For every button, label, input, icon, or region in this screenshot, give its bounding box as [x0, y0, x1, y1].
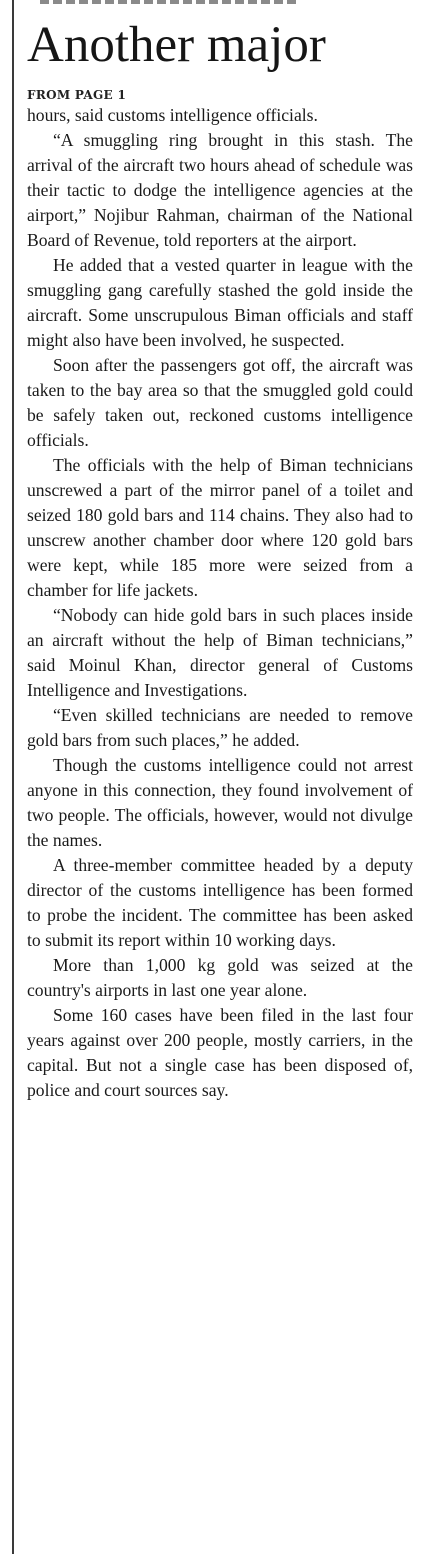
body-paragraph-7: “Even skilled technicians are needed to remove gold bars from such places,” he added. [27, 705, 413, 750]
body-paragraph-8: Though the customs intelligence could not arrest anyone in this connection, they found involvement of two people. The officials, however, would not divulge the names. [27, 755, 413, 850]
body-paragraph-6: “Nobody can hide gold bars in such places inside an aircraft without the help of Biman technicians,” said Moinul Khan, director general of Customs Intelligence and Investigations. [27, 605, 413, 700]
article-column [27, 0, 413, 1103]
body-paragraph-5: The officials with the help of Biman technicians unscrewed a part of the mirror panel of a toilet and seized 180 gold bars and 114 chains. They also had to unscrew another chamber door where 120 gold bars were kept, while 185 more were seized from a chamber for life jackets. [27, 455, 413, 600]
body-paragraph-2: “A smuggling ring brought in this stash. The arrival of the aircraft two hours ahead of schedule was their tactic to dodge the intelligence agencies at the airport,” Nojibur Rahman, chairman of the National Board of Revenue, told reporters at the airport. [27, 130, 413, 250]
article-headline: Another major [27, 17, 326, 73]
article-body [27, 103, 413, 1103]
column-divider-rule [12, 0, 14, 1554]
body-paragraph-4: Soon after the passengers got off, the aircraft was taken to the bay area so that the smuggled gold could be safely taken out, reckoned customs intelligence officials. [27, 355, 413, 450]
body-paragraph-9: A three-member committee headed by a deputy director of the customs intelligence has been formed to probe the incident. The committee has been asked to submit its report within 10 working days. [27, 855, 413, 950]
jump-label: FROM PAGE 1 [27, 88, 127, 102]
body-paragraph-1: hours, said customs intelligence officials. [27, 105, 318, 125]
body-paragraph-10: More than 1,000 kg gold was seized at the country's airports in last one year alone. [27, 955, 413, 1000]
body-paragraph-11: Some 160 cases have been filed in the last four years against over 200 people, mostly carriers, in the capital. But not a single case has been disposed of, police and court sources say. [27, 1005, 413, 1100]
body-paragraph-3: He added that a vested quarter in league with the smuggling gang carefully stashed the gold inside the aircraft. Some unscrupulous Biman officials and staff might also have been involved, he suspected. [27, 255, 413, 350]
